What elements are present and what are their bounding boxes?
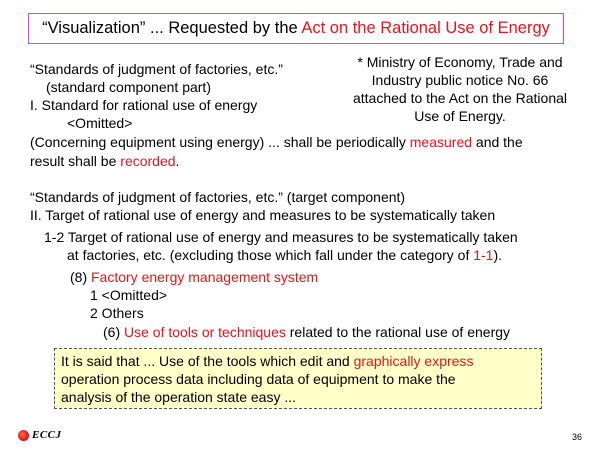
item-8-number: (8) [70, 269, 91, 285]
item-1-2-line2-prefix: at factories, etc. (excluding those which fall under the category of [67, 247, 474, 263]
title-prefix: “Visualization” ... Requested by the [42, 19, 302, 37]
section2-item-6 [103, 323, 510, 341]
item-1-1-ref: 1-1 [473, 247, 494, 263]
section2-item-1-2-line2 [67, 246, 502, 264]
line-a-suffix: and the [472, 134, 523, 150]
item-6-number: (6) [103, 324, 124, 340]
slide-title [28, 13, 564, 44]
callout-highlight: graphically express [353, 353, 474, 369]
section1-line-b [30, 152, 179, 170]
measured-text: measured [409, 134, 473, 150]
callout-box [54, 348, 542, 409]
page-number: 36 [571, 432, 582, 442]
line-a-prefix: (Concerning equipment using energy) ... shall be periodically [30, 134, 410, 150]
callout-line-2: operation process data including data of equipment to make the [61, 371, 456, 387]
section1-heading: “Standards of judgment of factories, etc.” [30, 61, 283, 77]
section2-item-8 [70, 268, 318, 286]
section1-omitted: <Omitted> [67, 115, 133, 131]
callout-line1-prefix: It is said that ... Use of the tools which edit and [61, 353, 354, 369]
callout-line-1 [61, 352, 535, 370]
notice-line-2: Industry public notice No. 66 [371, 72, 549, 88]
title-highlight: Act on the Rational Use of Energy [301, 19, 550, 37]
logo-mark-icon [18, 430, 29, 441]
recorded-text: recorded [120, 153, 176, 169]
logo-text: ECCJ [32, 429, 62, 441]
section2-item-1-2-line1: 1-2 Target of rational use of energy and measures to be systematically taken [44, 229, 518, 245]
callout-line-3: analysis of the operation state easy ... [61, 389, 297, 405]
item-8-label: Factory energy management system [91, 269, 319, 285]
section2-item-ii: II. Target of rational use of energy and measures to be systematically taken [30, 207, 496, 223]
ministry-notice [338, 53, 582, 125]
item-6-suffix: related to the rational use of energy [285, 324, 511, 340]
notice-line-1: * Ministry of Economy, Trade and [357, 54, 563, 70]
item-1-2-line2-suffix: ). [493, 247, 503, 263]
section1-line-a [30, 133, 523, 151]
item-6-highlight: Use of tools or techniques [124, 324, 286, 340]
eccj-logo [18, 428, 62, 442]
section1-item-i: I. Standard for rational use of energy [30, 97, 258, 113]
notice-line-3: attached to the Act on the Rational [352, 90, 568, 106]
notice-line-4: Use of Energy. [414, 108, 506, 124]
line-b-suffix: . [175, 153, 180, 169]
line-b-prefix: result shall be [30, 153, 121, 169]
section2-sub-1: 1 <Omitted> [90, 287, 168, 303]
section1-subheading: (standard component part) [46, 79, 211, 95]
section2-heading: “Standards of judgment of factories, etc.” (target component) [30, 189, 406, 205]
section2-sub-2: 2 Others [90, 305, 144, 321]
